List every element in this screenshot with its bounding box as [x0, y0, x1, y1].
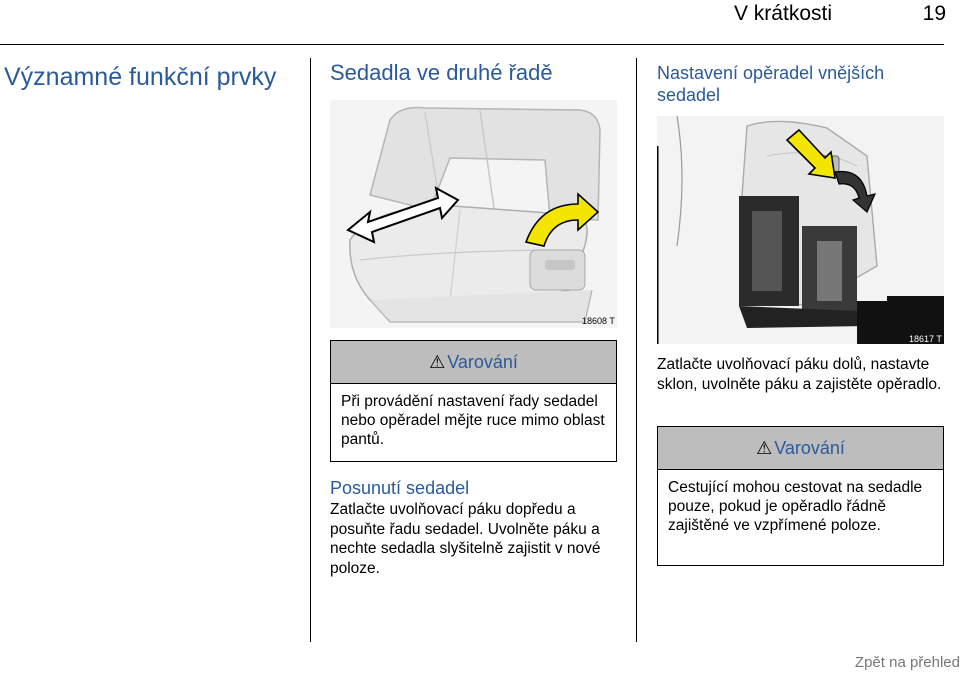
warning-label: Varování [447, 351, 518, 372]
seat-slide-paragraph: Zatlačte uvolňovací páku dopředu a posuňte řadu sedadel. Uvolněte páku a nechte sedadla slyšitelně zajistit v nové poloze. [330, 501, 601, 577]
warning-text: Při provádění nastavení řady sedadel nebo opěradel mějte ruce mimo oblast pantů. [341, 393, 605, 448]
warning-text: Cestující mohou cestovat na sedadle pouze, pokud je opěradlo řádně zajištěné ve vzpřímené poloze. [668, 479, 923, 534]
warning-header [658, 427, 943, 470]
page-number: 19 [922, 2, 946, 25]
warning-box-middle [330, 340, 617, 462]
warning-triangle-icon: ⚠ [756, 437, 773, 458]
section-title: Významné funkční prvky [4, 63, 277, 91]
seats-second-row-title: Sedadla ve druhé řadě [330, 60, 553, 85]
warning-label: Varování [774, 437, 845, 458]
seat-slide-subheading: Posunutí sedadel [330, 478, 470, 498]
figure-number: 18608 T [582, 316, 615, 326]
backrest-adjust-title: Nastavení opěradel vnějších sedadel [657, 63, 885, 105]
warning-header [331, 341, 616, 384]
running-header-title: V krátkosti [733, 2, 832, 25]
warning-triangle-icon: ⚠ [429, 351, 446, 372]
header-divider [0, 44, 944, 45]
back-to-overview-link[interactable]: Zpět na přehled [854, 654, 960, 671]
warning-box-right [657, 426, 944, 566]
backrest-adjust-paragraph: Zatlačte uvolňovací páku dolů, nastavte sklon, uvolněte páku a zajistěte opěradlo. [657, 356, 942, 393]
column-divider-right [636, 58, 637, 642]
column-divider-left [310, 58, 311, 642]
seat-slide-illustration [330, 100, 617, 328]
figure-number: 18617 T [909, 334, 942, 344]
backrest-adjust-illustration [657, 116, 944, 344]
